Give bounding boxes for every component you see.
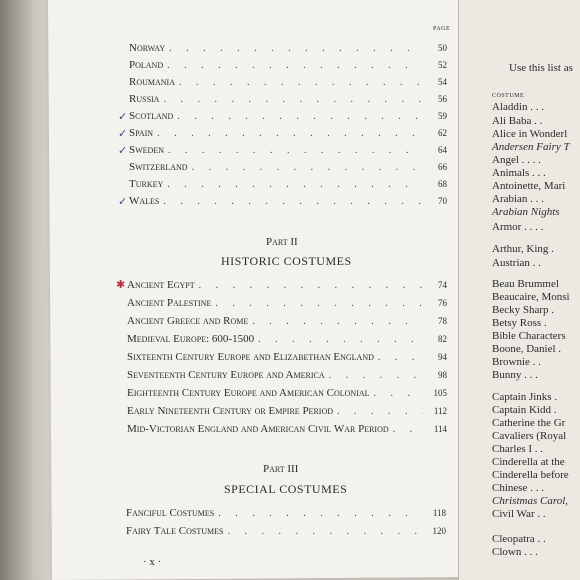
- costume-entry: Arthur, King .: [492, 243, 554, 255]
- costume-entry: Brownie . .: [492, 356, 541, 368]
- check-mark-icon: ✓: [118, 111, 128, 123]
- costume-entry: Becky Sharp .: [492, 304, 555, 316]
- costume-entry: Alice in Wonderl: [492, 128, 568, 140]
- intro-text: Use this list as: [509, 62, 573, 74]
- costume-entry: Clown . . .: [492, 546, 538, 558]
- section-title: SPECIAL COSTUMES: [224, 482, 348, 496]
- toc-row: Scotland . . . 59: [129, 110, 447, 122]
- costume-entry: Austrian . .: [492, 257, 541, 269]
- toc-row: Switzerland . . . 66: [129, 161, 447, 173]
- check-mark-icon: ✓: [118, 145, 128, 157]
- toc-row: Poland . . . 52: [129, 59, 447, 71]
- toc-row: Wales . . . 70: [129, 195, 447, 207]
- toc-row: Seventeenth Century Europe and America . . . 98: [127, 369, 447, 381]
- costume-entry: Cinderella before: [492, 469, 569, 481]
- part-label: Part II: [266, 236, 298, 248]
- toc-row: Fanciful Costumes . . . 118: [126, 507, 446, 519]
- toc-row: Turkey . . . 68: [129, 178, 447, 190]
- costume-entry: Bunny . . .: [492, 369, 538, 381]
- costume-entry: Betsy Ross .: [492, 317, 547, 329]
- check-mark-icon: ✓: [118, 128, 128, 140]
- section-title: HISTORIC COSTUMES: [221, 254, 352, 268]
- toc-row: Ancient Egypt . . . 74: [127, 279, 447, 291]
- costume-entry: Aladdin . . .: [492, 101, 544, 113]
- costume-entry: Bible Characters: [492, 330, 566, 342]
- toc-row: Medieval Europe: 600-1500 . . . 82: [127, 333, 447, 345]
- costume-entry: Ali Baba . .: [492, 115, 543, 127]
- toc-row: Ancient Greece and Rome . . . 78: [127, 315, 447, 327]
- costume-entry: Cinderella at the: [492, 456, 565, 468]
- costume-entry: Beau Brummel: [492, 278, 559, 290]
- toc-row: Russia . . . 56: [129, 93, 447, 105]
- costume-entry: Cavaliers (Royal: [492, 430, 567, 442]
- toc-row: Roumania . . . 54: [129, 76, 447, 88]
- toc-row: Sixteenth Century Europe and Elizabethan England . . . 94: [127, 351, 447, 363]
- costume-entry: Captain Kidd .: [492, 404, 557, 416]
- part-label: Part III: [263, 463, 299, 475]
- costume-entry: Christmas Carol,: [492, 495, 569, 507]
- toc-row: Mid-Victorian England and American Civil War Period . . . 114: [127, 423, 447, 435]
- costume-entry: Chinese . . .: [492, 482, 544, 494]
- toc-row: Sweden . . . 64: [129, 144, 447, 156]
- column-header: COSTUME: [492, 93, 525, 99]
- toc-row: Fairy Tale Costumes . . . 120: [126, 525, 446, 537]
- costume-entry: Angel . . . .: [492, 154, 541, 166]
- costume-entry: Beaucaire, Monsi: [492, 291, 570, 303]
- page-column-label: PAGE: [433, 26, 451, 32]
- toc-row: Ancient Palestine . . . 76: [127, 297, 447, 309]
- costume-entry: Boone, Daniel .: [492, 343, 562, 355]
- costume-entry: Arabian . . .: [492, 193, 544, 205]
- toc-row: Early Nineteenth Century or Empire Period . . . 112: [127, 405, 447, 417]
- costume-entry: Cleopatra . .: [492, 533, 546, 545]
- page-number: · x ·: [143, 556, 162, 568]
- costume-entry: Captain Jinks .: [492, 391, 558, 403]
- costume-entry: Animals . . .: [492, 167, 546, 179]
- toc-row: Eighteenth Century Europe and American Colonial . . . 105: [127, 387, 447, 399]
- costume-entry: Catherine the Gr: [492, 417, 566, 429]
- check-mark-icon: ✓: [118, 196, 128, 208]
- costume-entry: Charles I . .: [492, 443, 544, 455]
- costume-entry: Armor . . . .: [492, 221, 544, 233]
- asterisk-mark-icon: ✱: [116, 279, 126, 291]
- toc-row: Norway . . . 50: [129, 42, 447, 54]
- costume-entry: Antoinette, Mari: [492, 180, 566, 192]
- costume-entry: Civil War . .: [492, 508, 546, 520]
- toc-row: Spain . . . 62: [129, 127, 447, 139]
- costume-entry: Arabian Nights: [492, 206, 560, 218]
- costume-entry: Andersen Fairy T: [492, 141, 570, 153]
